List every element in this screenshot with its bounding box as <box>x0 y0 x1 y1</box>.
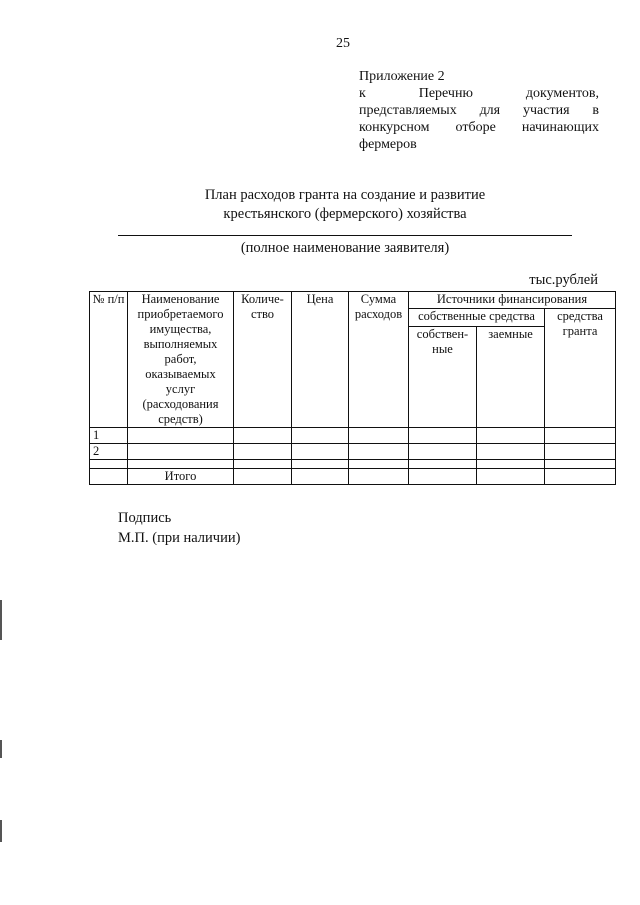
header-sources: Источники финансирования <box>409 292 616 309</box>
header-sum: Сумма расходов <box>349 292 409 428</box>
header-borrowed: заемные <box>477 327 545 428</box>
page-number: 25 <box>336 36 350 51</box>
appendix-line-4 <box>359 119 599 136</box>
cell <box>545 428 616 444</box>
row-num: 2 <box>90 444 128 460</box>
appendix-word: отборе <box>455 120 496 135</box>
appendix-word: представляемых <box>359 103 457 118</box>
cell <box>128 428 234 444</box>
appendix-word: в <box>592 103 599 118</box>
header-num: № п/п <box>90 292 128 428</box>
appendix-line-3 <box>359 102 599 119</box>
scan-margin-mark <box>0 740 2 758</box>
row-num: 1 <box>90 428 128 444</box>
appendix-title: Приложение 2 <box>359 69 445 84</box>
document-title <box>118 186 572 224</box>
cell <box>477 444 545 460</box>
cell <box>128 460 234 469</box>
header-own-funds: собственные средства <box>409 309 545 327</box>
cell <box>292 469 349 485</box>
appendix-word: участия <box>522 103 570 118</box>
cell <box>409 444 477 460</box>
cell <box>409 469 477 485</box>
appendix-word: к <box>359 86 366 101</box>
total-label: Итого <box>128 469 234 485</box>
scan-margin-mark <box>0 820 2 842</box>
header-price: Цена <box>292 292 349 428</box>
cell <box>349 469 409 485</box>
cell <box>545 444 616 460</box>
cell <box>545 469 616 485</box>
cell <box>234 428 292 444</box>
cell <box>349 428 409 444</box>
signature-label: Подпись <box>118 510 172 526</box>
title-line-2: крестьянского (фермерского) хозяйства <box>223 206 467 222</box>
cell <box>234 469 292 485</box>
table-row <box>90 428 616 444</box>
table-row <box>90 460 616 469</box>
table-total-row <box>90 469 616 485</box>
cell <box>477 428 545 444</box>
cell <box>234 444 292 460</box>
cell <box>477 460 545 469</box>
applicant-caption: (полное наименование заявителя) <box>240 240 450 256</box>
cell <box>409 460 477 469</box>
header-qty: Количе-ство <box>234 292 292 428</box>
grant-expense-table <box>89 291 616 485</box>
appendix-word: конкурсном <box>359 120 430 135</box>
cell <box>349 460 409 469</box>
appendix-line-2 <box>359 85 599 102</box>
table-row <box>90 444 616 460</box>
header-own: собствен-ные <box>409 327 477 428</box>
appendix-block <box>359 68 599 153</box>
unit-label: тыс.рублей <box>529 272 598 288</box>
cell <box>90 469 128 485</box>
signature-block <box>118 508 240 548</box>
appendix-word: начинающих <box>521 120 599 135</box>
appendix-word: документов, <box>525 86 599 101</box>
cell <box>234 460 292 469</box>
applicant-name-line <box>118 235 572 236</box>
stamp-label: М.П. (при наличии) <box>118 530 241 546</box>
scan-margin-mark <box>0 600 2 640</box>
cell <box>292 428 349 444</box>
cell <box>292 444 349 460</box>
cell <box>292 460 349 469</box>
header-name: Наименование приобретаемого имущества, выполняемых работ, оказываемых услуг (расходования средств) <box>128 292 234 428</box>
cell <box>349 444 409 460</box>
appendix-line-5: фермеров <box>359 137 417 152</box>
row-num <box>90 460 128 469</box>
cell <box>409 428 477 444</box>
cell <box>128 444 234 460</box>
appendix-word: для <box>479 103 501 118</box>
cell <box>545 460 616 469</box>
header-grant: средства гранта <box>545 309 616 428</box>
title-line-1: План расходов гранта на создание и развитие <box>204 187 486 203</box>
appendix-word: Перечню <box>418 86 473 101</box>
cell <box>477 469 545 485</box>
